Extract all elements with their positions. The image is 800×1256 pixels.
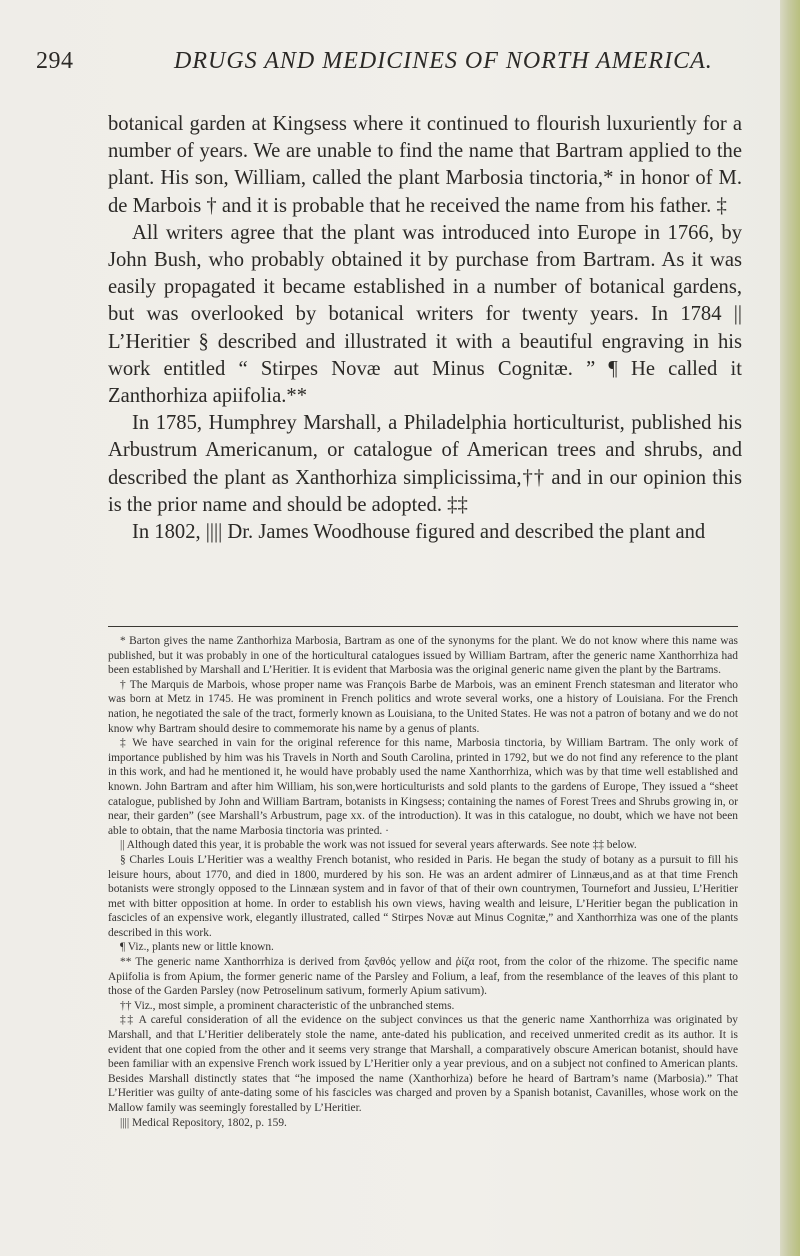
footnote: † The Marquis de Marbois, whose proper name was François Barbe de Marbois, was an eminent French statesman and literator who was born at Metz in 1745. He was prominent in French politics and wrote several works, one a history of Louisiana. For the French nation, he negotiated the sale of the tract, formerly known as Louisiana, to the United States. He was not a patron of botany and we do not know why Bartram should desire to commemorate his name by a genus of plants. xyxy=(108,678,738,735)
footnote: |||| Medical Repository, 1802, p. 159. xyxy=(120,1116,287,1129)
paragraph: botanical garden at Kingsess where it continued to flourish luxuriently for a number of years. We are unable to find the name that Bartram applied to the plant. His son, William, called the plant Marbosia tinctoria,* in honor of M. de Marbois † and it is probable that he received the name from his father. ‡ xyxy=(108,113,742,217)
running-head: DRUGS AND MEDICINES OF NORTH AMERICA. xyxy=(174,48,713,74)
page-edge xyxy=(780,0,800,1256)
footnote: || Although dated this year, it is probable the work was not issued for several years afterwards. See note ‡‡ below. xyxy=(120,839,637,852)
footnote: * Barton gives the name Zanthorhiza Marbosia, Bartram as one of the synonyms for the plant. We do not know where this name was published, but it was probably in one of the horticultural catalogues issued by William Bartram, after the generic name Xanthorrhiza had been established by Marshall and L’Heritier. It is evident that Marbosia was the original generic name given the plant by the Bartrams. xyxy=(108,635,738,677)
paragraph: In 1802, |||| Dr. James Woodhouse figured and described the plant and xyxy=(132,521,706,544)
footnotes xyxy=(108,634,738,1130)
footnote: ** The generic name Xanthorrhiza is derived from ξανθός yellow and ῥίζα root, from the color of the rhizome. The specific name Apiifolia is from Apium, the former generic name of the Parsley and Folium, a leaf, from the resemblance of the leaves of this plant to those of the Garden Parsley (now Petroselinum sativum, formerly Apium sativum). xyxy=(108,956,738,998)
footnote: †† Viz., most simple, a prominent characteristic of the unbranched stems. xyxy=(120,999,455,1012)
paragraph: All writers agree that the plant was introduced into Europe in 1766, by John Bush, who probably obtained it by purchase from Bartram. As it was easily propagated it became established in a number of botanical gardens, but was overlooked by botanical writers for twenty years. In 1784 || L’Heritier § described and illustrated it with a beautiful engraving in his work entitled “ Stirpes Novæ aut Minus Cognitæ. ” ¶ He called it Zanthorhiza apiifolia.** xyxy=(108,221,742,408)
footnote: § Charles Louis L’Heritier was a wealthy French botanist, who resided in Paris. He began the study of botany as a pursuit to fill his leisure hours, about 1770, and died in 1800, murdered by his son. He was an ardent admirer of Linnæus,and as at that time French botanists were strongly opposed to the Linnæan system and in favor of that of their own countrymen, Tournefort and Jussieu, L’Heritier met with bitter opposition at home. In order to establish his own views, having wealth and leisure, L’Heritier began the publication in fascicles of an expensive work, elegantly illustrated, called “ Stirpes Novæ aut Minus Cognitæ,” and Xanthorrhiza was one of the plants described in this work. xyxy=(108,853,738,939)
footnote: ¶ Viz., plants new or little known. xyxy=(120,941,274,954)
paragraph: In 1785, Humphrey Marshall, a Philadelphia horticulturist, published his Arbustrum Americanum, or catalogue of American trees and shrubs, and described the plant as Xanthorhiza simplicissima,†† and in our opinion this is the prior name and should be adopted. ‡‡ xyxy=(108,412,742,516)
footnote-divider xyxy=(108,626,738,627)
page-header xyxy=(36,48,726,88)
main-text xyxy=(108,111,742,546)
footnote: ‡‡ A careful consideration of all the evidence on the subject convinces us that the generic name Xanthorrhiza was originated by Marshall, and that L’Heritier deliberately stole the name, ante-dated his publication, and received unmerited credit as its author. It is evident that one copied from the other and it seems very strange that Marshall, a comparatively obscure American botanist, should have been familiar with an expensive French work issued by L’Heritier only a year previous, and on a subject not confined to American plants. Besides Marshall distinctly states that “he imposed the name (Xanthorhiza) before he heard of Bartram’s name (Marbosia).” That L’Heritier was guilty of ante-dating some of his fascicles was charged and proven by a Spanish botanist, Cavanilles, whose work on the Mallow family was seemingly forestalled by L’Heritier. xyxy=(108,1014,738,1114)
footnote: ‡ We have searched in vain for the original reference for this name, Marbosia tinctoria, by William Bartram. The only work of importance published by him was his Travels in North and South Carolina, printed in 1792, but we do not find any reference to the plant in this work, and had he mentioned it, he would have probably used the name Xanthorrhiza, which was by that time well established and known. John Bartram and after him William, his son,were horticulturists and sold plants to the gardens of Europe, They issued a “sheet catalogue, published by John and William Bartram, botanists in Kingsess; containing the names of Forest Trees and Shrubs growing in, or near, their garden” (see Marshall’s Arbustrum, page xx. of the introduction). It was in this catalogue, no doubt, which we have not been able to obtain, that the name Marbosia tinctoria was printed. · xyxy=(108,737,738,837)
page-number: 294 xyxy=(36,48,74,74)
